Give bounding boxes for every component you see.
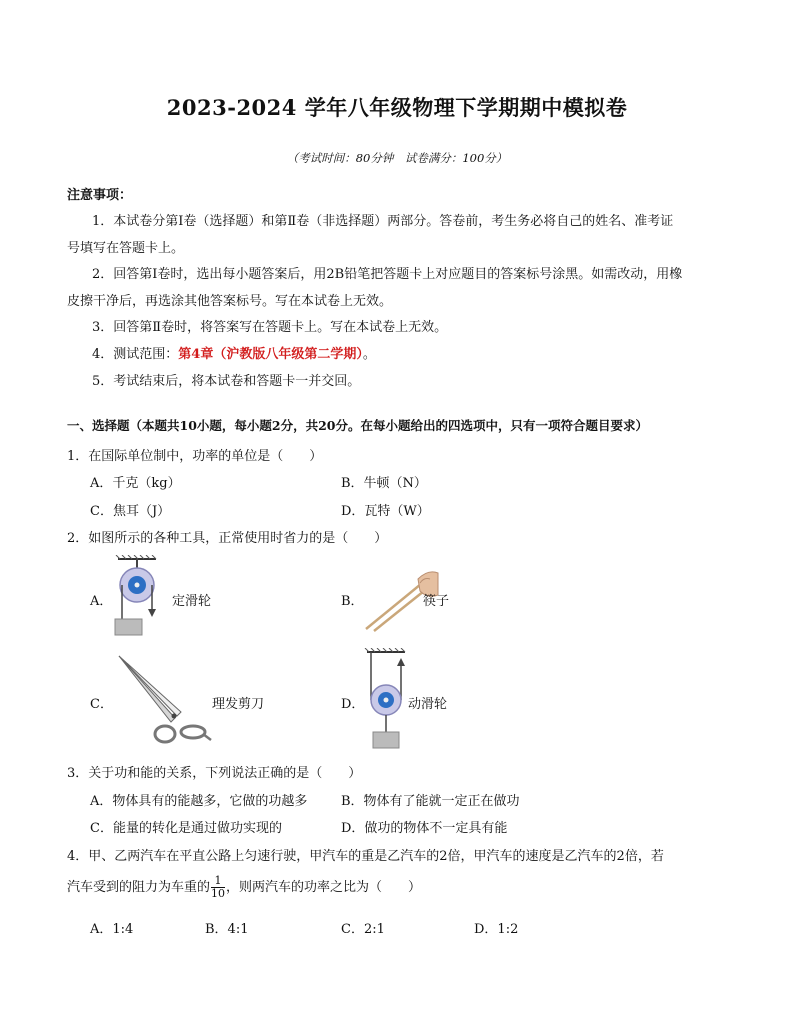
q4-text-suffix: ，则两汽车的功率之比为（ ） [226, 880, 422, 895]
page-title: 2023-2024 学年八年级物理下学期期中模拟卷 [166, 95, 628, 120]
q3-option-b: B．物体有了能就一定正在做功 [341, 794, 520, 809]
note-4-prefix: 4．测试范围： [92, 347, 179, 362]
q3-option-c: C．能量的转化是通过做功实现的 [90, 821, 282, 836]
question-4-stem-cont [67, 873, 421, 903]
q2-option-c-label: 理发剪刀 [212, 697, 265, 712]
question-2-stem: 2．如图所示的各种工具，正常使用时省力的是（ ） [67, 531, 388, 546]
q4-option-d: D．1:2 [474, 922, 519, 937]
fraction-numerator: 1 [211, 875, 225, 888]
q4-option-b: B．4:1 [205, 922, 249, 937]
q1-option-a: A．千克（kg） [90, 476, 181, 491]
note-3: 3．回答第Ⅱ卷时，将答案写在答题卡上。写在本试卷上无效。 [92, 320, 448, 335]
fraction [211, 875, 225, 900]
note-1-cont: 号填写在答题卡上。 [67, 241, 185, 256]
scissors-icon [115, 652, 213, 748]
question-1-stem: 1．在国际单位制中，功率的单位是（ ） [67, 449, 323, 464]
note-4 [92, 343, 376, 362]
q2-option-d-letter: D． [341, 697, 365, 712]
q2-option-d-label: 动滑轮 [408, 697, 448, 712]
test-scope: 第4章（沪教版八年级第二学期） [178, 347, 363, 362]
section-heading: 一、选择题（本题共10小题，每小题2分，共20分。在每小题给出的四选项中，只有一项符合题目要求） [67, 418, 648, 433]
fixed-pulley-icon [112, 555, 170, 637]
notes-heading: 注意事项： [67, 188, 133, 203]
q4-text-prefix: 汽车受到的阻力为车重的 [67, 880, 211, 895]
q4-option-a: A．1:4 [90, 922, 134, 937]
q2-option-b-label: 筷子 [423, 594, 450, 609]
q3-option-d: D．做功的物体不一定具有能 [341, 821, 508, 836]
note-1: 1．本试卷分第Ⅰ卷（选择题）和第Ⅱ卷（非选择题）两部分。答卷前，考生务必将自己的姓名、准考证 [92, 214, 674, 229]
exam-info: （考试时间：80分钟 试卷满分：100分） [286, 151, 508, 165]
note-5: 5．考试结束后，将本试卷和答题卡一并交回。 [92, 374, 361, 389]
q1-option-d: D．瓦特（W） [341, 504, 430, 519]
q1-option-b: B．牛顿（N） [341, 476, 427, 491]
movable-pulley-icon [363, 648, 411, 750]
note-2-cont: 皮擦干净后，再选涂其他答案标号。写在本试卷上无效。 [67, 294, 393, 309]
q4-option-c: C．2:1 [341, 922, 385, 937]
q2-option-c-letter: C． [90, 697, 113, 712]
fraction-denominator: 10 [211, 887, 226, 900]
note-4-suffix: 。 [362, 347, 376, 362]
q3-option-a: A．物体具有的能越多，它做的功越多 [90, 794, 308, 809]
q2-option-b-letter: B． [341, 594, 364, 609]
q1-option-c: C．焦耳（J） [90, 504, 171, 519]
note-2: 2．回答第Ⅰ卷时，选出每小题答案后，用2B铅笔把答题卡上对应题目的答案标号涂黑。如需改动，用橡 [92, 267, 683, 282]
question-3-stem: 3．关于功和能的关系，下列说法正确的是（ ） [67, 766, 362, 781]
q2-option-a-letter: A． [90, 594, 113, 609]
q2-option-a-label: 定滑轮 [172, 594, 212, 609]
question-4-stem: 4．甲、乙两汽车在平直公路上匀速行驶，甲汽车的重是乙汽车的2倍，甲汽车的速度是乙汽车的2倍，若 [67, 849, 664, 864]
